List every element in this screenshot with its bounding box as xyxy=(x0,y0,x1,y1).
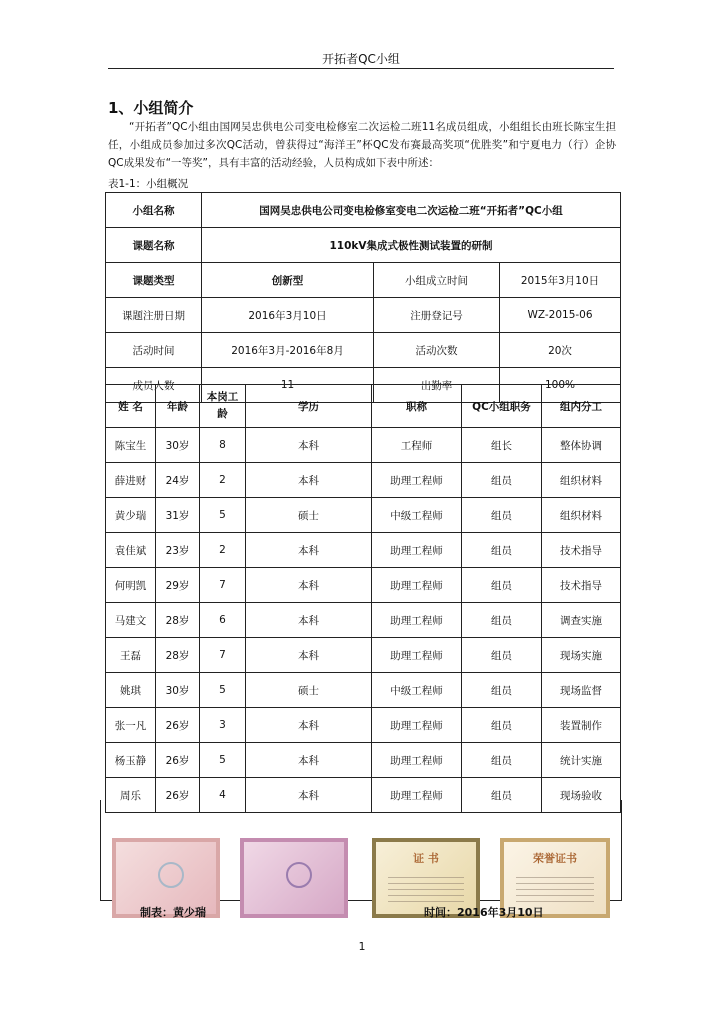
activity-time-label: 活动时间 xyxy=(106,333,202,368)
member-tenure: 2 xyxy=(200,533,246,568)
member-duty: 统计实施 xyxy=(542,743,621,778)
members-table xyxy=(105,384,621,813)
reg-date-value: 2016年3月10日 xyxy=(202,298,374,333)
founded-label: 小组成立时间 xyxy=(374,263,500,298)
header-tenure: 本岗工龄 xyxy=(200,385,246,428)
member-tenure: 7 xyxy=(200,638,246,673)
member-tenure: 8 xyxy=(200,428,246,463)
member-duty: 现场实施 xyxy=(542,638,621,673)
table-row xyxy=(106,333,621,368)
member-tenure: 6 xyxy=(200,603,246,638)
page-number: 1 xyxy=(358,940,366,953)
reg-date-label: 课题注册日期 xyxy=(106,298,202,333)
group-name-label: 小组名称 xyxy=(106,193,202,228)
member-title: 助理工程师 xyxy=(372,603,462,638)
intro-paragraph: “开拓者”QC小组由国网吴忠供电公司变电检修室二次运检二班11名成员组成，小组组长由班长陈宝生担任，小组成员参加过多次QC活动，曾获得过“海洋王”杯QC发布赛最高奖项“优胜奖”和宁夏电力（行）企协QC成果发布“一等奖”，具有丰富的活动经验，人员构成如下表中所述： xyxy=(108,121,616,169)
member-title: 助理工程师 xyxy=(372,533,462,568)
table-row xyxy=(106,533,621,568)
table-row xyxy=(106,673,621,708)
member-tenure: 7 xyxy=(200,568,246,603)
member-education: 本科 xyxy=(246,708,372,743)
member-qc-role: 组员 xyxy=(462,743,542,778)
member-name: 陈宝生 xyxy=(106,428,156,463)
member-education: 本科 xyxy=(246,568,372,603)
table-row xyxy=(106,228,621,263)
member-education: 本科 xyxy=(246,533,372,568)
certificate-title: 证 书 xyxy=(413,852,439,865)
member-age: 26岁 xyxy=(156,778,200,813)
member-qc-role: 组员 xyxy=(462,778,542,813)
members-body xyxy=(106,428,621,813)
member-qc-role: 组员 xyxy=(462,638,542,673)
reg-no-label: 注册登记号 xyxy=(374,298,500,333)
founded-value: 2015年3月10日 xyxy=(500,263,621,298)
member-age: 24岁 xyxy=(156,463,200,498)
member-education: 本科 xyxy=(246,463,372,498)
member-duty: 技术指导 xyxy=(542,533,621,568)
member-duty: 技术指导 xyxy=(542,568,621,603)
member-duty: 现场验收 xyxy=(542,778,621,813)
seal-icon xyxy=(158,862,184,888)
member-name: 杨玉静 xyxy=(106,743,156,778)
member-duty: 整体协调 xyxy=(542,428,621,463)
overview-table xyxy=(105,192,621,403)
table-row xyxy=(106,498,621,533)
member-name: 薛进财 xyxy=(106,463,156,498)
table-row xyxy=(106,638,621,673)
topic-value: 110kV集成式极性测试装置的研制 xyxy=(202,228,621,263)
table-maker: 制表：黄少瑞 xyxy=(140,906,206,919)
member-name: 马建文 xyxy=(106,603,156,638)
member-qc-role: 组员 xyxy=(462,708,542,743)
member-age: 28岁 xyxy=(156,638,200,673)
table-row xyxy=(106,298,621,333)
member-duty: 调查实施 xyxy=(542,603,621,638)
header-rule xyxy=(108,68,614,69)
member-tenure: 5 xyxy=(200,498,246,533)
member-qc-role: 组员 xyxy=(462,463,542,498)
member-title: 助理工程师 xyxy=(372,638,462,673)
member-qc-role: 组员 xyxy=(462,673,542,708)
member-name: 袁佳斌 xyxy=(106,533,156,568)
member-tenure: 3 xyxy=(200,708,246,743)
member-tenure: 4 xyxy=(200,778,246,813)
topic-type-value: 创新型 xyxy=(202,263,374,298)
topic-type-label: 课题类型 xyxy=(106,263,202,298)
member-name: 黄少瑞 xyxy=(106,498,156,533)
attendance-label: 出勤率 xyxy=(374,368,500,403)
member-age: 23岁 xyxy=(156,533,200,568)
activity-count-value: 20次 xyxy=(500,333,621,368)
certificate-photo xyxy=(240,838,348,918)
seal-icon xyxy=(286,862,312,888)
header-duty: 组内分工 xyxy=(542,385,621,428)
table-date: 时间：2016年3月10日 xyxy=(424,906,544,919)
member-title: 中级工程师 xyxy=(372,498,462,533)
member-qc-role: 组员 xyxy=(462,533,542,568)
certificate-title: 荣誉证书 xyxy=(533,852,577,865)
table-row xyxy=(106,463,621,498)
member-age: 28岁 xyxy=(156,603,200,638)
member-qc-role: 组员 xyxy=(462,498,542,533)
member-education: 本科 xyxy=(246,428,372,463)
activity-count-label: 活动次数 xyxy=(374,333,500,368)
table-row xyxy=(106,743,621,778)
member-name: 王磊 xyxy=(106,638,156,673)
member-duty: 组织材料 xyxy=(542,463,621,498)
section-title: 1、小组简介 xyxy=(108,99,194,117)
table-row xyxy=(106,603,621,638)
table-caption: 表1-1：小组概况 xyxy=(108,178,189,190)
member-qc-role: 组员 xyxy=(462,568,542,603)
member-count-value: 11 xyxy=(202,368,374,403)
member-title: 助理工程师 xyxy=(372,778,462,813)
member-name: 何明凯 xyxy=(106,568,156,603)
table-row xyxy=(106,428,621,463)
member-tenure: 2 xyxy=(200,463,246,498)
table-row xyxy=(106,263,621,298)
activity-time-value: 2016年3月-2016年8月 xyxy=(202,333,374,368)
member-education: 本科 xyxy=(246,743,372,778)
member-qc-role: 组员 xyxy=(462,603,542,638)
member-education: 硕士 xyxy=(246,673,372,708)
member-education: 本科 xyxy=(246,603,372,638)
header-name: 姓 名 xyxy=(106,385,156,428)
member-age: 29岁 xyxy=(156,568,200,603)
member-name: 周乐 xyxy=(106,778,156,813)
member-title: 工程师 xyxy=(372,428,462,463)
member-age: 26岁 xyxy=(156,743,200,778)
header-education: 学历 xyxy=(246,385,372,428)
member-name: 张一凡 xyxy=(106,708,156,743)
member-duty: 组织材料 xyxy=(542,498,621,533)
header-title: 职称 xyxy=(372,385,462,428)
group-name-value: 国网吴忠供电公司变电检修室变电二次运检二班“开拓者”QC小组 xyxy=(202,193,621,228)
member-name: 姚琪 xyxy=(106,673,156,708)
member-title: 助理工程师 xyxy=(372,463,462,498)
page-header: 开拓者QC小组 xyxy=(322,52,400,66)
member-education: 本科 xyxy=(246,778,372,813)
member-duty: 现场监督 xyxy=(542,673,621,708)
member-qc-role: 组长 xyxy=(462,428,542,463)
member-age: 30岁 xyxy=(156,428,200,463)
members-header-row xyxy=(106,385,621,428)
member-count-label: 成员人数 xyxy=(106,368,202,403)
certificate-text-lines xyxy=(516,872,594,902)
certificate-text-lines xyxy=(388,872,464,902)
member-title: 中级工程师 xyxy=(372,673,462,708)
topic-label: 课题名称 xyxy=(106,228,202,263)
table-row xyxy=(106,193,621,228)
member-title: 助理工程师 xyxy=(372,568,462,603)
member-education: 硕士 xyxy=(246,498,372,533)
member-age: 26岁 xyxy=(156,708,200,743)
member-duty: 装置制作 xyxy=(542,708,621,743)
member-title: 助理工程师 xyxy=(372,743,462,778)
member-tenure: 5 xyxy=(200,673,246,708)
member-age: 30岁 xyxy=(156,673,200,708)
header-qc-role: QC小组职务 xyxy=(462,385,542,428)
attendance-value: 100% xyxy=(500,368,621,403)
member-tenure: 5 xyxy=(200,743,246,778)
header-age: 年龄 xyxy=(156,385,200,428)
table-row xyxy=(106,708,621,743)
member-age: 31岁 xyxy=(156,498,200,533)
table-row xyxy=(106,568,621,603)
member-title: 助理工程师 xyxy=(372,708,462,743)
member-education: 本科 xyxy=(246,638,372,673)
reg-no-value: WZ-2015-06 xyxy=(500,298,621,333)
